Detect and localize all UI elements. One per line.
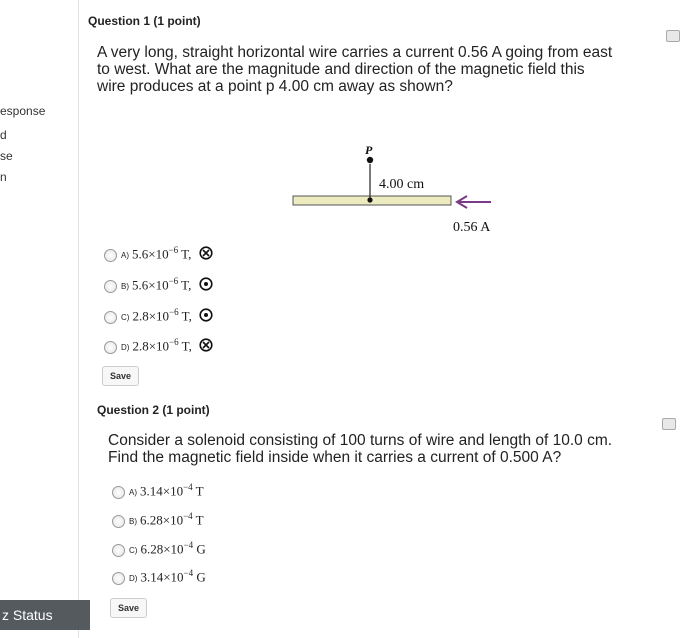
q2-option-a[interactable]: A) $3.14\times 10^{-4}$ T [112, 482, 204, 499]
q1-option-a[interactable]: A) $5.6\times 10^{-6}$ T, [104, 245, 213, 264]
q2-option-b[interactable]: B) $6.28\times 10^{-4}$ T [112, 511, 204, 528]
distance-label: 4.00 cm [379, 177, 425, 192]
sidebar-item-3[interactable]: se [0, 149, 13, 163]
q1-option-d[interactable]: D) $2.8\times 10^{-6}$ T, [104, 337, 213, 356]
q1-option-c[interactable]: C) $2.8\times 10^{-6}$ T, [104, 307, 213, 326]
question-1-line: to west. What are the magnitude and direction of the magnetic field this [97, 61, 585, 78]
quiz-status-button[interactable]: z Status [0, 600, 90, 630]
point-p [367, 157, 373, 163]
radio-button[interactable] [112, 515, 125, 528]
question-1-line: A very long, straight horizontal wire carries a current 0.56 A going from east [97, 44, 613, 61]
question-2-line: Find the magnetic field inside when it carries a current of 0.500 A? [108, 449, 562, 466]
q1-save-button[interactable]: Save [102, 366, 139, 386]
flag-question-2-icon[interactable] [662, 418, 676, 430]
q2-save-button[interactable]: Save [110, 598, 147, 618]
radio-button[interactable] [104, 311, 117, 324]
q1-option-b[interactable]: B) $5.6\times 10^{-6}$ T, [104, 276, 213, 295]
question-2-title: Question 2 (1 point) [97, 403, 210, 417]
question-1-text [97, 44, 612, 95]
wire-diagram-svg [273, 140, 505, 236]
sidebar-item-2[interactable]: d [0, 128, 7, 142]
question-2-text [108, 432, 612, 466]
radio-button[interactable] [112, 486, 125, 499]
wire-diagram [273, 140, 505, 236]
radio-button[interactable] [104, 341, 117, 354]
q2-option-d[interactable]: D) $3.14\times 10^{-4}$ G [112, 568, 206, 585]
radio-button[interactable] [104, 280, 117, 293]
radio-button[interactable] [112, 544, 125, 557]
out-of-page-icon [199, 308, 213, 326]
current-label: 0.56 A [453, 220, 491, 235]
question-1-line: wire produces at a point p 4.00 cm away as shown? [97, 78, 453, 95]
point-p-label: P [365, 143, 373, 157]
out-of-page-icon [199, 277, 213, 295]
into-page-icon [199, 246, 213, 264]
into-page-icon [199, 338, 213, 356]
sidebar-item-response[interactable]: esponse [0, 104, 46, 118]
question-2-line: Consider a solenoid consisting of 100 turns of wire and length of 10.0 cm. [108, 432, 613, 449]
q2-option-c[interactable]: C) $6.28\times 10^{-4}$ G [112, 540, 206, 557]
wire-point [367, 197, 372, 202]
question-1-title: Question 1 (1 point) [88, 14, 201, 28]
flag-question-1-icon[interactable] [666, 30, 680, 42]
radio-button[interactable] [104, 249, 117, 262]
radio-button[interactable] [112, 572, 125, 585]
sidebar-item-4[interactable]: n [0, 170, 7, 184]
sidebar [0, 0, 79, 638]
